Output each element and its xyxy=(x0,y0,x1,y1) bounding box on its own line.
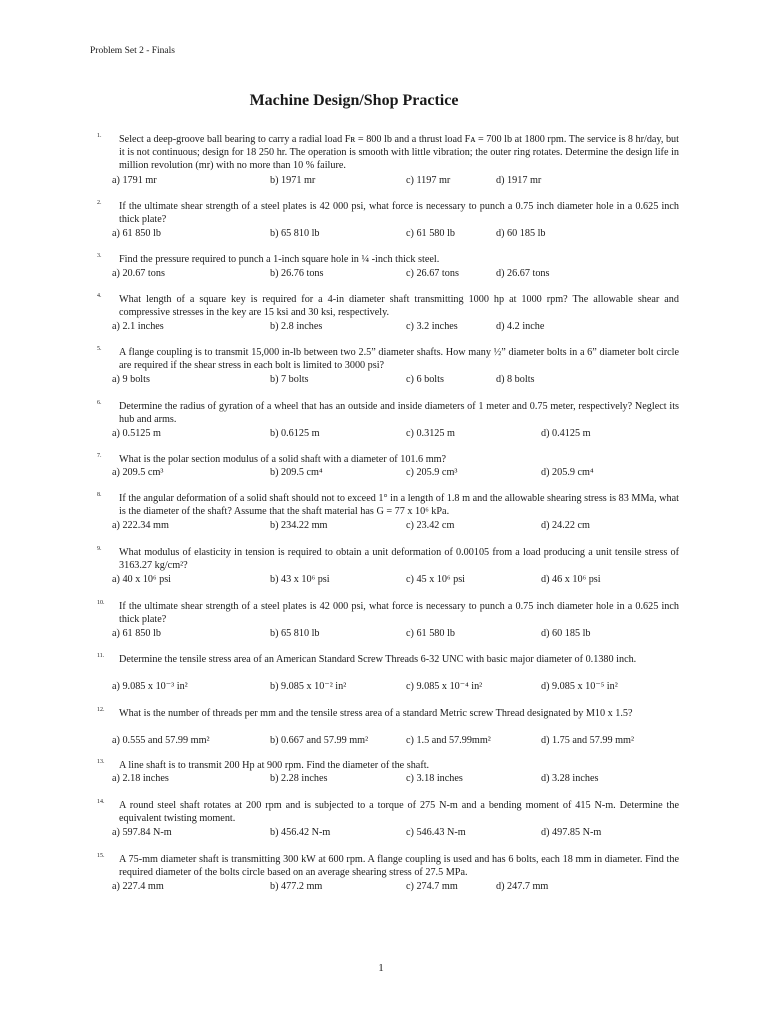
question-number: 8. xyxy=(97,492,102,498)
choices xyxy=(112,519,672,533)
choices xyxy=(112,174,672,188)
choices xyxy=(112,680,672,694)
question-text: If the angular deformation of a solid shaft should not to exceed 1° in a length of 1.8 m and the allowable shearing stress is 83 MMa, what is the diameter of the shaft? Assume that the shaft material has G = 77 x 10⁶ kPa. xyxy=(119,493,679,518)
question-number: 14. xyxy=(97,799,105,805)
choice-b: b) 209.5 cm⁴ xyxy=(270,467,323,478)
question-number: 10. xyxy=(97,600,105,606)
choices xyxy=(112,573,672,587)
choice-d: d) 24.22 cm xyxy=(541,520,590,531)
choice-d: d) 4.2 inche xyxy=(496,321,545,332)
choice-d: d) 26.67 tons xyxy=(496,268,550,279)
choices xyxy=(112,427,672,441)
document-title: Machine Design/Shop Practice xyxy=(249,92,459,109)
choice-a: a) 20.67 tons xyxy=(112,268,165,279)
question-text: If the ultimate shear strength of a steel plates is 42 000 psi, what force is necessary to punch a 0.75 inch diameter hole in a 0.625 inch thick plate? xyxy=(119,201,679,226)
question-text: A line shaft is to transmit 200 Hp at 900 rpm. Find the diameter of the shaft. xyxy=(119,760,430,771)
question-number: 11. xyxy=(97,653,105,659)
choice-d: d) 497.85 N-m xyxy=(541,827,602,838)
choice-d: d) 1.75 and 57.99 mm² xyxy=(541,735,635,746)
header-label: Problem Set 2 - Finals xyxy=(90,46,175,56)
choice-d: d) 1917 mr xyxy=(496,175,542,186)
question-text: What length of a square key is required for a 4-in diameter shaft transmitting 1000 hp at 1000 rpm? The allowable shear and compressive stresses in the key are 15 ksi and 30 ksi, respectively. xyxy=(119,294,679,319)
choice-a: a) 40 x 10⁶ psi xyxy=(112,574,172,585)
choice-b: b) 65 810 lb xyxy=(270,628,320,639)
choice-c: c) 1197 mr xyxy=(406,175,451,186)
choice-a: a) 2.18 inches xyxy=(112,773,169,784)
choice-a: a) 209.5 cm³ xyxy=(112,467,164,478)
choice-c: c) 3.18 inches xyxy=(406,773,463,784)
question-text: What is the number of threads per mm and the tensile stress area of a standard Metric screw Thread designated by M10 x 1.5? xyxy=(119,708,633,719)
question-number: 5. xyxy=(97,346,102,352)
choice-a: a) 2.1 inches xyxy=(112,321,164,332)
question-number: 12. xyxy=(97,707,105,713)
choice-b: b) 26.76 tons xyxy=(270,268,324,279)
choice-d: d) 8 bolts xyxy=(496,374,535,385)
question-number: 7. xyxy=(97,453,102,459)
choice-c: c) 26.67 tons xyxy=(406,268,459,279)
choice-d: d) 205.9 cm⁴ xyxy=(541,467,594,478)
choice-c: c) 61 580 lb xyxy=(406,628,455,639)
question-text: What modulus of elasticity in tension is required to obtain a unit deformation of 0.00105 from a load producing a unit tensile stress of 3163.27 kg/cm²? xyxy=(119,547,679,572)
question-text: Determine the radius of gyration of a wheel that has an outside and inside diameters of 1 meter and 0.75 meter, respectively? Neglect its hub and arms. xyxy=(119,401,679,426)
choice-a: a) 1791 mr xyxy=(112,175,157,186)
choice-d: d) 247.7 mm xyxy=(496,881,549,892)
choice-a: a) 61 850 lb xyxy=(112,628,161,639)
choice-b: b) 477.2 mm xyxy=(270,881,323,892)
choices xyxy=(112,227,672,241)
question-number: 13. xyxy=(97,759,105,765)
choice-d: d) 0.4125 m xyxy=(541,428,591,439)
question-number: 3. xyxy=(97,253,102,259)
choices xyxy=(112,373,672,387)
question-number: 6. xyxy=(97,400,102,406)
choice-a: a) 0.555 and 57.99 mm² xyxy=(112,735,210,746)
choices xyxy=(112,267,672,281)
choice-b: b) 2.28 inches xyxy=(270,773,328,784)
choice-b: b) 1971 mr xyxy=(270,175,316,186)
choice-c: c) 546.43 N-m xyxy=(406,827,466,838)
choice-b: b) 9.085 x 10⁻² in² xyxy=(270,681,347,692)
choice-b: b) 65 810 lb xyxy=(270,228,320,239)
question-text: Select a deep-groove ball bearing to carry a radial load Fʀ = 800 lb and a thrust load Fᴀ = 700 lb at 1800 rpm. The service is 8 hr/day, but it is not continuous; design for 18 250 hr. The operation is smooth with little vibration; the outer ring rotates. Determine the design life in million revolution (mr) with no more than 10 % failure. xyxy=(119,134,679,172)
choice-b: b) 456.42 N-m xyxy=(270,827,331,838)
choice-c: c) 274.7 mm xyxy=(406,881,458,892)
choice-b: b) 2.8 inches xyxy=(270,321,323,332)
choice-c: c) 205.9 cm³ xyxy=(406,467,458,478)
choice-a: a) 0.5125 m xyxy=(112,428,161,439)
choices xyxy=(112,880,672,894)
choice-d: d) 3.28 inches xyxy=(541,773,599,784)
question-number: 1. xyxy=(97,133,102,139)
choices xyxy=(112,826,672,840)
choice-b: b) 7 bolts xyxy=(270,374,309,385)
choice-c: c) 9.085 x 10⁻⁴ in² xyxy=(406,681,483,692)
choices xyxy=(112,466,672,480)
question-number: 15. xyxy=(97,853,105,859)
choice-c: c) 0.3125 m xyxy=(406,428,455,439)
question-text: Find the pressure required to punch a 1-inch square hole in ¼ -inch thick steel. xyxy=(119,254,440,265)
choice-a: a) 9 bolts xyxy=(112,374,150,385)
question-text: A round steel shaft rotates at 200 rpm and is subjected to a torque of 275 N-m and a bending moment of 415 N-m. Determine the equivalent twisting moment. xyxy=(119,800,679,825)
choice-a: a) 597.84 N-m xyxy=(112,827,172,838)
question-text: What is the polar section modulus of a solid shaft with a diameter of 101.6 mm? xyxy=(119,454,447,465)
question-text: A 75-mm diameter shaft is transmitting 300 kW at 600 rpm. A flange coupling is used and has 6 bolts, each 18 mm in diameter. Find the required diameter of the bolts circle based on an average shearing stress of 27.5 MPa. xyxy=(119,854,679,879)
choice-c: c) 1.5 and 57.99mm² xyxy=(406,735,491,746)
choices xyxy=(112,320,672,334)
choice-c: c) 6 bolts xyxy=(406,374,444,385)
question-number: 9. xyxy=(97,546,102,552)
choice-a: a) 61 850 lb xyxy=(112,228,161,239)
choice-c: c) 3.2 inches xyxy=(406,321,458,332)
question-number: 4. xyxy=(97,293,102,299)
choice-b: b) 43 x 10⁶ psi xyxy=(270,574,330,585)
choice-a: a) 222.34 mm xyxy=(112,520,169,531)
choice-c: c) 23.42 cm xyxy=(406,520,455,531)
choice-d: d) 60 185 lb xyxy=(496,228,546,239)
choice-a: a) 227.4 mm xyxy=(112,881,164,892)
choice-b: b) 0.6125 m xyxy=(270,428,320,439)
choice-b: b) 234.22 mm xyxy=(270,520,328,531)
choice-b: b) 0.667 and 57.99 mm² xyxy=(270,735,369,746)
choices xyxy=(112,627,672,641)
choice-c: c) 61 580 lb xyxy=(406,228,455,239)
choices xyxy=(112,772,672,786)
question-number: 2. xyxy=(97,200,102,206)
question-text: Determine the tensile stress area of an American Standard Screw Threads 6-32 UNC with basic major diameter of 0.1380 inch. xyxy=(119,654,637,665)
choice-d: d) 46 x 10⁶ psi xyxy=(541,574,601,585)
choice-a: a) 9.085 x 10⁻³ in² xyxy=(112,681,188,692)
choices xyxy=(112,734,672,748)
question-text: If the ultimate shear strength of a steel plates is 42 000 psi, what force is necessary to punch a 0.75 inch diameter hole in a 0.625 inch thick plate? xyxy=(119,601,679,626)
choice-c: c) 45 x 10⁶ psi xyxy=(406,574,466,585)
choice-d: d) 9.085 x 10⁻⁵ in² xyxy=(541,681,618,692)
page-number: 1 xyxy=(378,962,384,974)
question-text: A flange coupling is to transmit 15,000 in-lb between two 2.5” diameter shafts. How many ½” diameter bolts in a 6” diameter bolt circle are required if the shear stress in each bolt is limited to 3000 psi? xyxy=(119,347,679,372)
choice-d: d) 60 185 lb xyxy=(541,628,591,639)
